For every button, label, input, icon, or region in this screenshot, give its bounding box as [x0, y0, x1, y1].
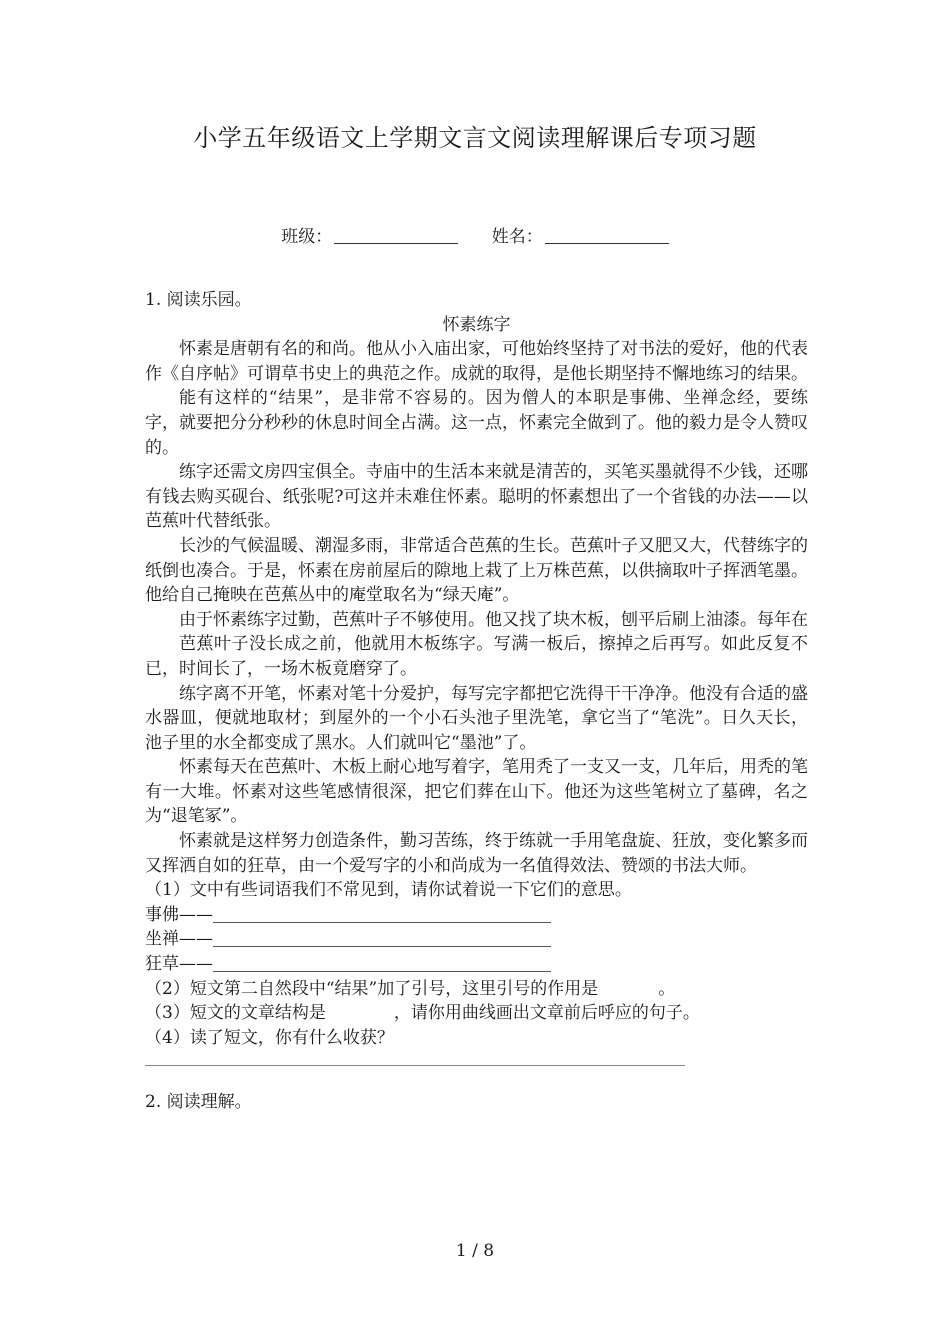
sub-question-3-end: ，请你用曲线画出文章前后呼应的句子。	[393, 1003, 700, 1024]
passage-paragraph: 怀素是唐朝有名的和尚。他从小入庙出家，可他始终坚持了对书法的爱好，他的代表作《自序帖》可谓草书史上的典范之作。成就的取得，是他长期坚持不懈地练习的结果。	[145, 339, 808, 384]
answer-blank[interactable]	[213, 906, 551, 923]
sub-question-3	[145, 1001, 808, 1026]
sub-question-1: （1）文中有些词语我们不常见到，请你试着说一下它们的意思。	[145, 880, 632, 901]
passage-paragraph: 练字离不开笔，怀素对笔十分爱护，每写完字都把它洗得干干净净。他没有合适的盛水器皿，便就地取材；到屋外的一个小石头池子里洗笔，拿它当了“笔洗”。日久天长，池子里的水全都变成了黑水。人们就叫它“墨池”了。	[145, 683, 808, 753]
term-definition-line	[145, 952, 808, 977]
answer-blank[interactable]	[213, 955, 551, 972]
student-info-line	[0, 222, 950, 247]
name-field	[492, 222, 669, 247]
class-blank[interactable]	[334, 229, 458, 244]
term-label: 坐禅——	[145, 929, 213, 950]
sub-question-2-end: 。	[658, 978, 676, 999]
answer-blank[interactable]	[213, 930, 551, 947]
name-blank[interactable]	[545, 229, 669, 244]
name-label: 姓名：	[491, 227, 543, 247]
passage-paragraph: 练字还需文房四宝俱全。寺庙中的生活本来就是清苦的，买笔买墨就得不少钱，还哪有钱去购买砚台、纸张呢?可这并未难住怀素。聪明的怀素想出了一个省钱的办法——以芭蕉叶代替纸张。	[145, 462, 808, 532]
page-title: 小学五年级语文上学期文言文阅读理解课后专项习题	[193, 124, 757, 152]
passage-paragraph: 长沙的气候温暖、潮湿多雨，非常适合芭蕉的生长。芭蕉叶子又肥又大，代替练字的纸倒也凑合。于是，怀素在房前屋后的隙地上栽了上万株芭蕉，以供摘取叶子挥洒笔墨。他给自己掩映在芭蕉丛中的庵堂取名为“绿天庵”。	[145, 535, 808, 606]
content-body	[145, 288, 808, 1115]
term-definition-line	[145, 927, 808, 952]
passage-paragraph: 怀素就是这样努力创造条件，勤习苦练，终于练就一手用笔盘旋、狂放，变化繁多而又挥洒自如的狂草，由一个爱写字的小和尚成为一名值得效法、赞颂的书法大师。	[145, 831, 808, 876]
answer-line[interactable]	[145, 1064, 685, 1066]
term-definition-line	[145, 903, 808, 928]
passage-paragraph: 能有这样的“结果”，是非常不容易的。因为僧人的本职是事佛、坐禅念经，要练字，就要把分分秒秒的休息时间全占满。这一点，怀素完全做到了。他的毅力是令人赞叹的。	[145, 388, 808, 458]
class-field	[281, 222, 458, 247]
sub-question-3-text: （3）短文的文章结构是	[145, 1003, 326, 1024]
passage-title: 怀素练字	[442, 314, 511, 335]
sub-question-2	[145, 977, 808, 1002]
sub-question-2-text: （2）短文第二自然段中“结果”加了引号，这里引号的作用是	[145, 978, 599, 999]
passage-paragraph: 由于怀素练字过勤，芭蕉叶子不够使用。他又找了块木板，刨平后刷上油漆。每年在	[179, 609, 808, 630]
sub-question-4: （4）读了短文，你有什么收获？	[145, 1027, 394, 1048]
passage-paragraph: 怀素每天在芭蕉叶、木板上耐心地写着字，笔用秃了一支又一支，几年后，用秃的笔有一大堆。怀素对这些笔感情很深，把它们葬在山下。他还为这些笔树立了墓碑，名之为“退笔冢”。	[145, 757, 808, 827]
question-1-heading: 1. 阅读乐园。	[145, 290, 252, 310]
question-2-heading: 2. 阅读理解。	[145, 1092, 252, 1113]
class-label: 班级：	[281, 227, 333, 247]
term-label: 狂草——	[145, 954, 213, 975]
page-number: 1 / 8	[455, 1241, 495, 1261]
passage-paragraph: 芭蕉叶子没长成之前，他就用木板练字。写满一板后，擦掉之后再写。如此反复不已，时间长了，一场木板竟磨穿了。	[145, 634, 808, 679]
term-label: 事佛——	[145, 904, 213, 925]
